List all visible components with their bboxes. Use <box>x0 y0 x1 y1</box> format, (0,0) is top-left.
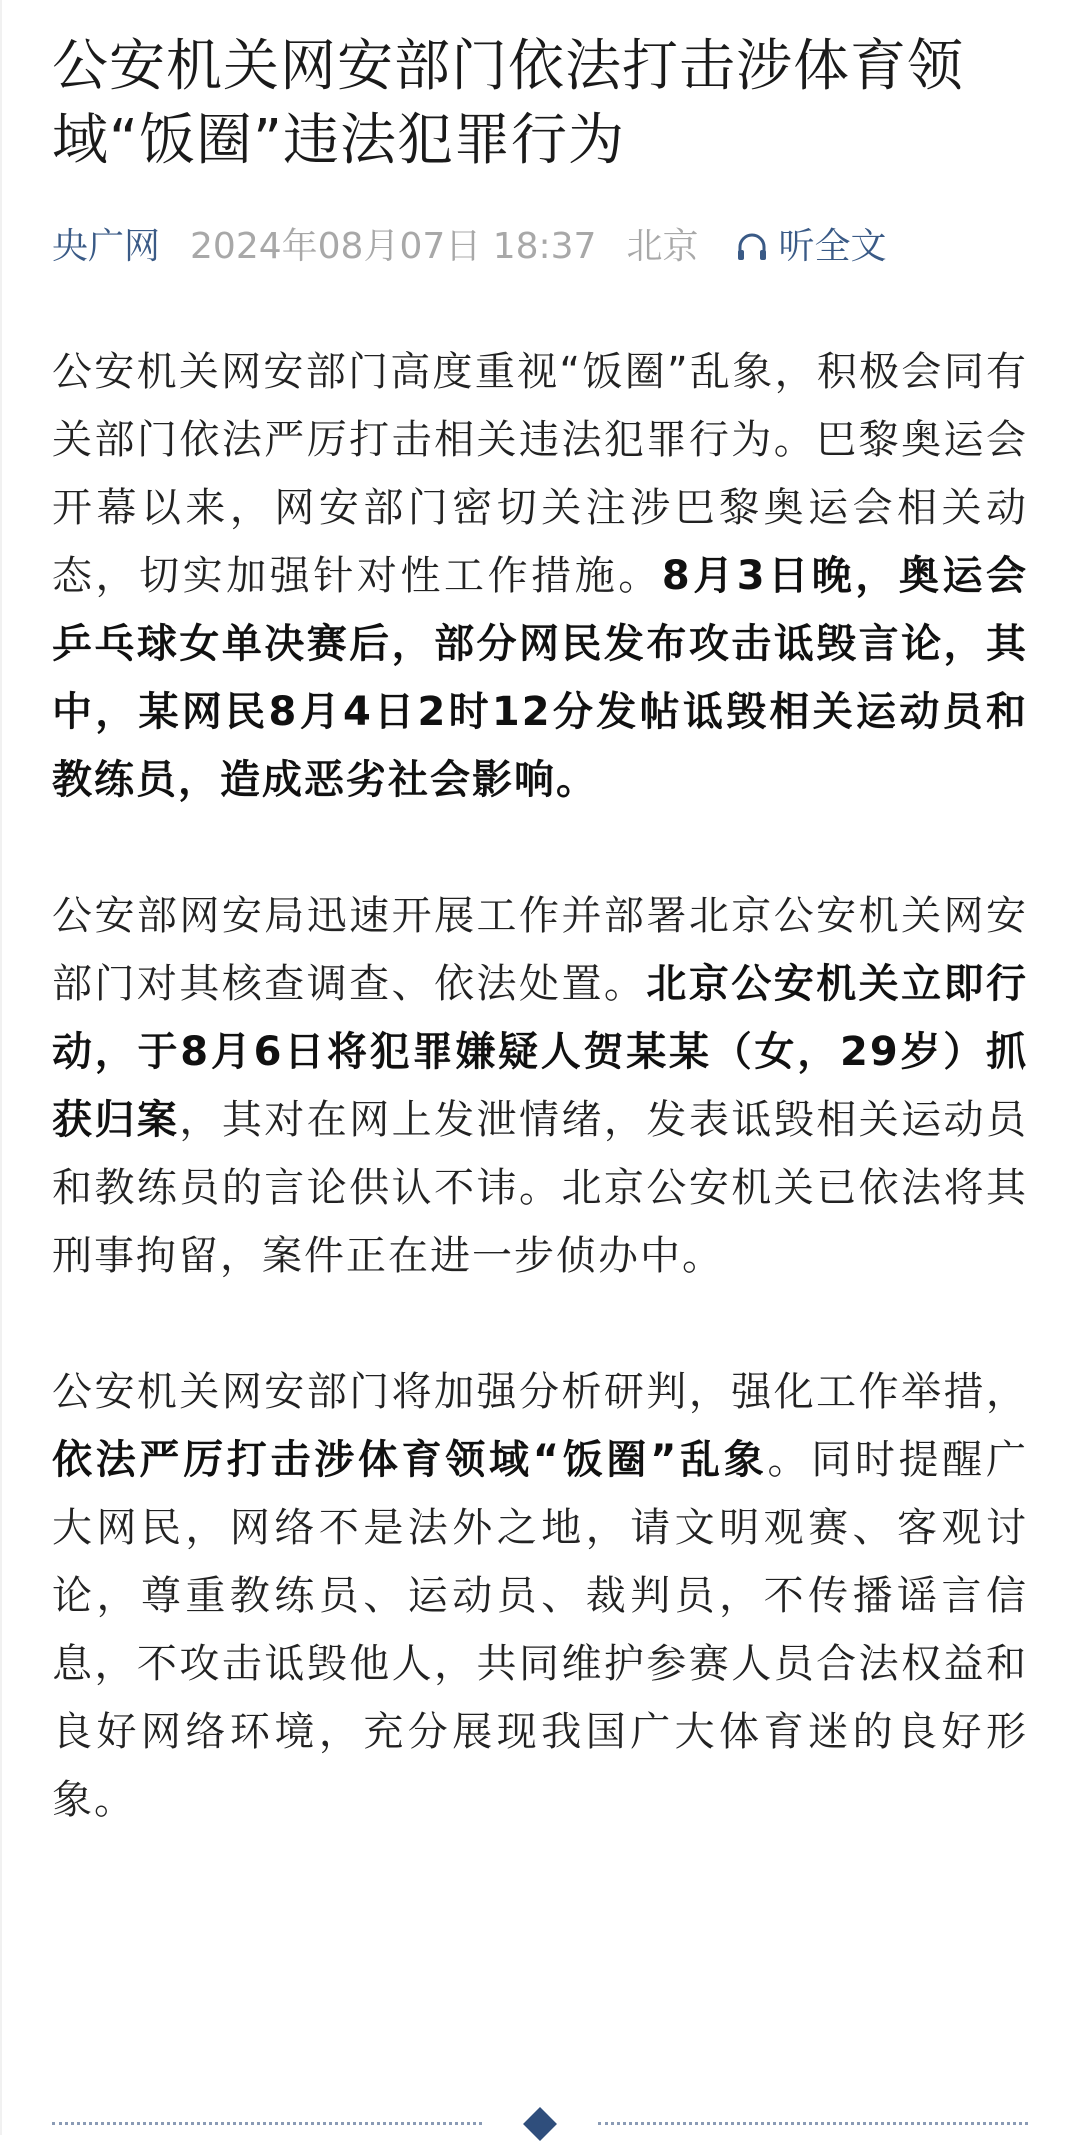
paragraph-text: 公安部网安局迅速开展工作并部署北京公安机关网安部门对其核查调查、依法处置。 <box>52 893 1028 1007</box>
article-body <box>52 338 1028 1834</box>
article-datetime: 2024年08月07日 18:37 <box>190 226 597 267</box>
listen-full-text-button[interactable] <box>734 222 886 272</box>
article-end-divider <box>52 2108 1028 2138</box>
paragraph-text: 。同时提醒广大网民，网络不是法外之地，请文明观赛、客观讨论，尊重教练员、运动员、裁判员，不传播谣言信息，不攻击诋毁他人，共同维护参赛人员合法权益和良好网络环境，充分展现我国广大体育迷的良好形象。 <box>52 1437 1029 1823</box>
diamond-icon <box>523 2107 557 2141</box>
divider-dotted-line-left <box>52 2122 482 2125</box>
paragraph-bold-text: 依法严厉打击涉体育领域“饭圈”乱象 <box>52 1437 768 1483</box>
paragraph-text: ，其对在网上发泄情绪，发表诋毁相关运动员和教练员的言论供认不讳。北京公安机关已依法将其刑事拘留，案件正在进一步侦办中。 <box>52 1097 1029 1279</box>
paragraph-bold-text: 北京公安机关立即行动，于8月6日将犯罪嫌疑人贺某某（女，29岁）抓获归案 <box>52 961 1029 1143</box>
article-source[interactable]: 央广网 <box>52 226 161 267</box>
listen-label: 听全文 <box>778 226 887 267</box>
article-paragraph-2 <box>52 882 1028 1290</box>
paragraph-bold-text: 8月3日晚，奥运会乒乓球女单决赛后，部分网民发布攻击诋毁言论，其中，某网民8月4日2时12分发帖诋毁相关运动员和教练员，造成恶劣社会影响。 <box>52 553 1029 803</box>
paragraph-text: 公安机关网安部门高度重视“饭圈”乱象，积极会同有关部门依法严厉打击相关违法犯罪行为。巴黎奥运会开幕以来，网安部门密切关注涉巴黎奥运会相关动态，切实加强针对性工作措施。 <box>52 349 1028 599</box>
paragraph-text: 公安机关网安部门将加强分析研判，强化工作举措， <box>52 1369 1028 1415</box>
article-paragraph-1 <box>52 338 1028 814</box>
article-paragraph-3 <box>52 1358 1028 1834</box>
article-meta <box>52 222 1028 272</box>
article-title: 公安机关网安部门依法打击涉体育领域“饭圈”违法犯罪行为 <box>52 34 964 173</box>
article-location: 北京 <box>626 226 699 267</box>
headphones-icon <box>734 229 770 265</box>
divider-dotted-line-right <box>598 2122 1028 2125</box>
